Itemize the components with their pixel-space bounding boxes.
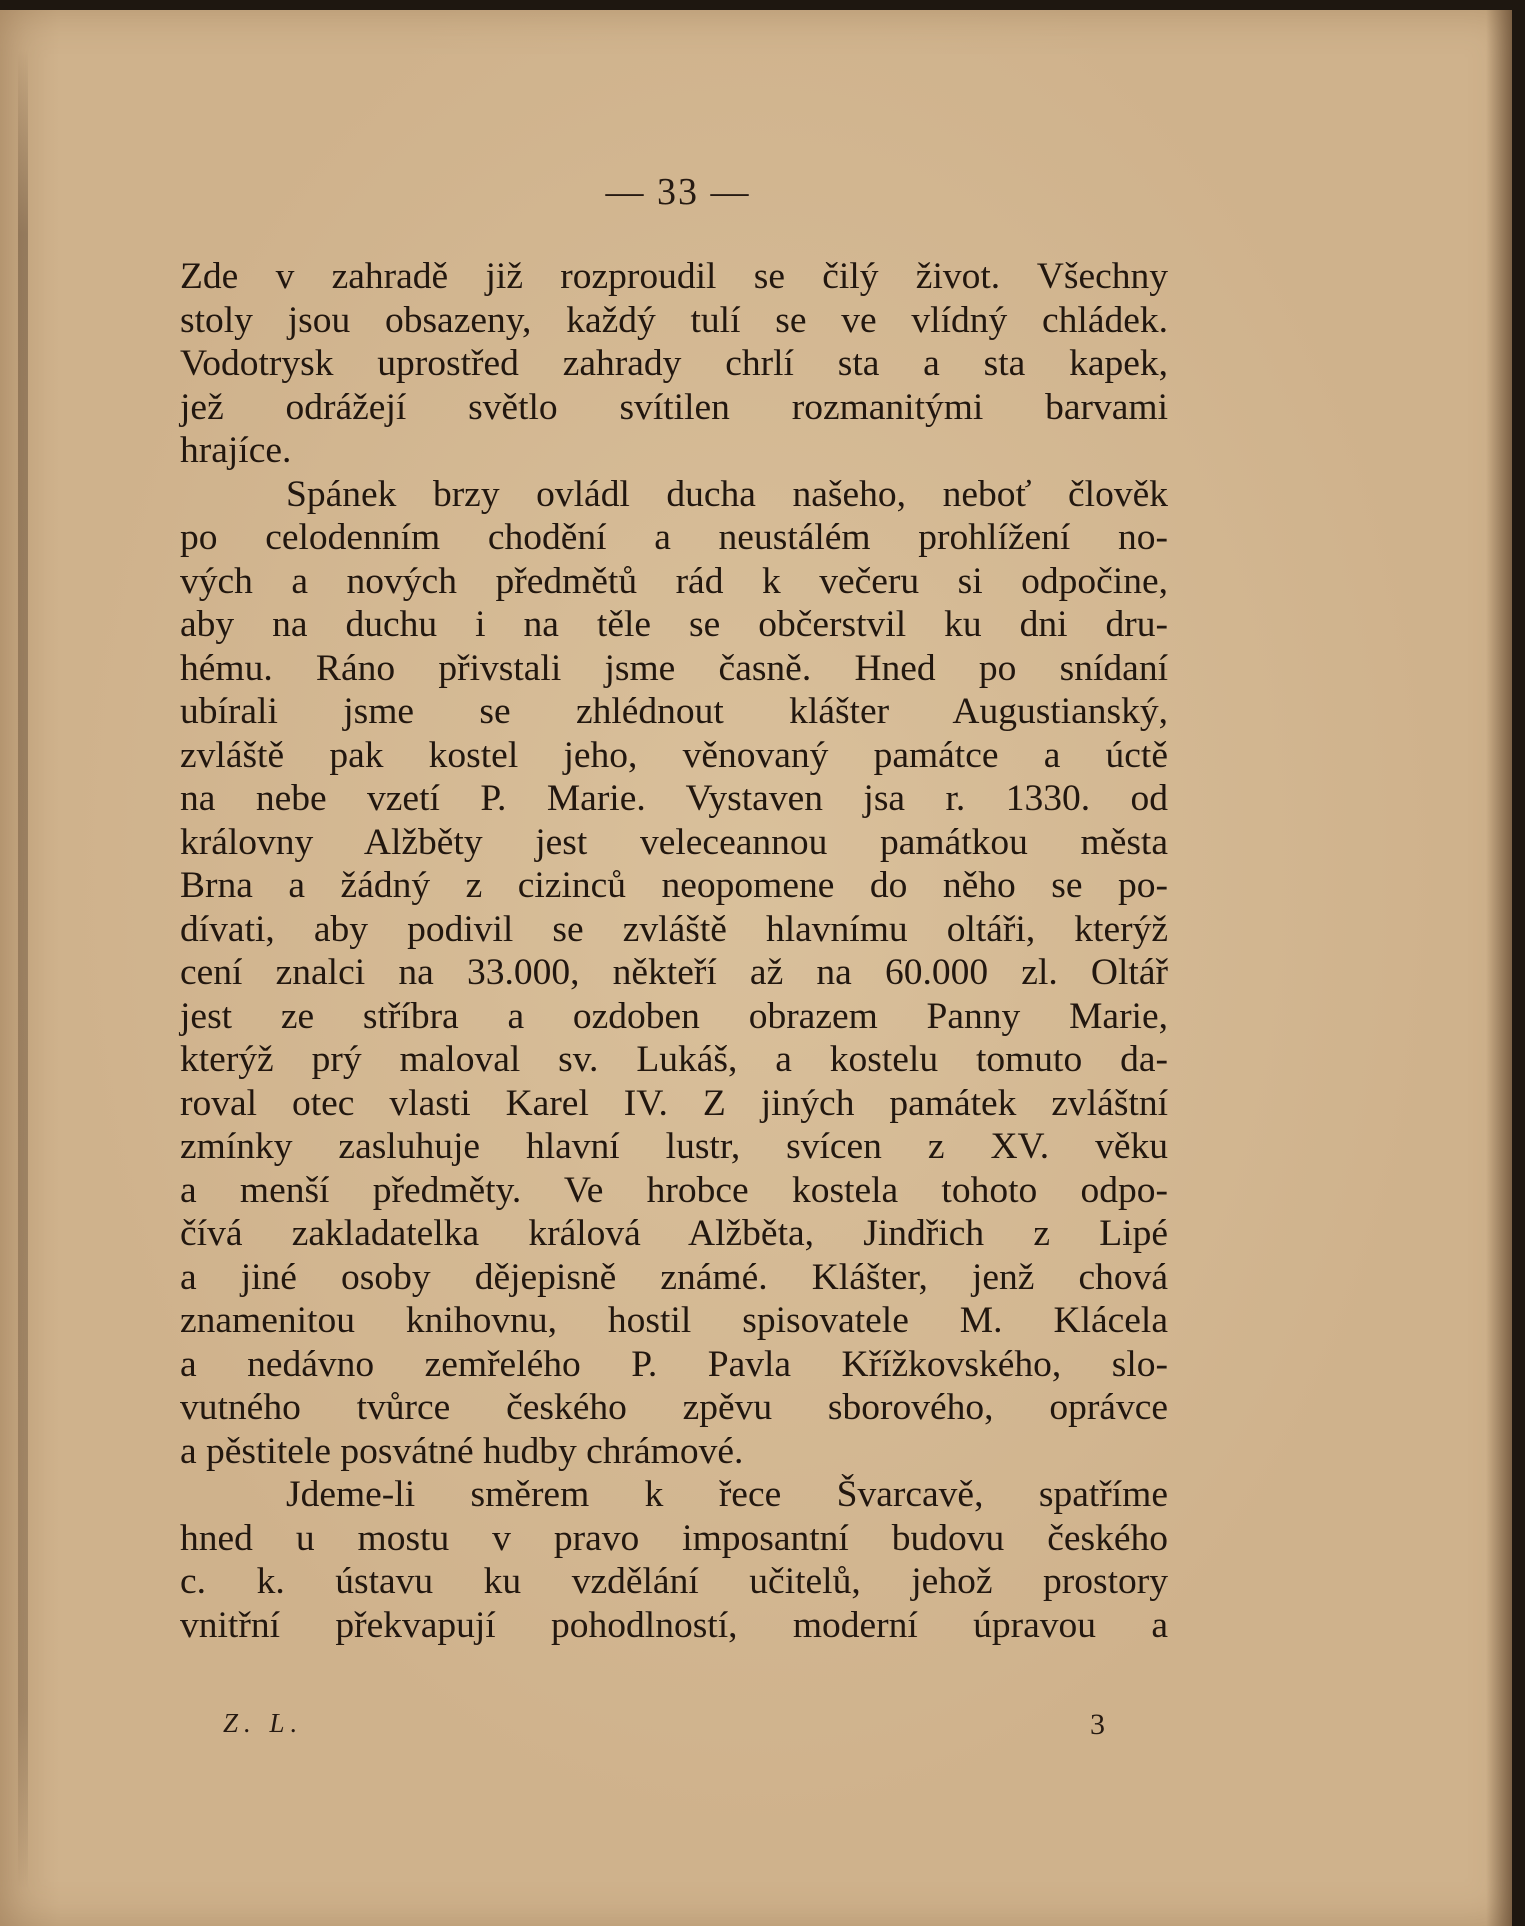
text-line: jest ze stříbra a ozdoben obrazem Panny Marie, bbox=[180, 995, 1168, 1037]
text-line: vutného tvůrce českého zpěvu sborového, oprávce bbox=[180, 1387, 1168, 1428]
text-line: c. k. ústavu ku vzdělání učitelů, jehož prostory bbox=[180, 1561, 1168, 1602]
signature-mark: Z. L. bbox=[223, 1708, 304, 1738]
sheet-number: 3 bbox=[1090, 1708, 1105, 1741]
text-line: ubírali jsme se zhlédnout klášter Augustianský, bbox=[180, 691, 1168, 732]
text-line: po celodenním chodění a neustálém prohlížení no- bbox=[180, 517, 1168, 558]
text-line: vých a nových předmětů rád k večeru si odpočine, bbox=[180, 560, 1168, 602]
text-line: a jiné osoby dějepisně známé. Klášter, jenž chová bbox=[180, 1256, 1168, 1298]
text-line: kterýž prý maloval sv. Lukáš, a kostelu tomuto da- bbox=[180, 1039, 1168, 1080]
text-line: královny Alžběty jest veleceannou památkou města bbox=[180, 821, 1168, 863]
text-line: cení znalci na 33.000, někteří až na 60.000 zl. Oltář bbox=[180, 952, 1168, 993]
text-line: hému. Ráno přivstali jsme časně. Hned po snídaní bbox=[180, 647, 1168, 689]
text-line: roval otec vlasti Karel IV. Z jiných památek zvláštní bbox=[180, 1082, 1168, 1124]
page-edge-shadow bbox=[1486, 10, 1512, 1926]
binding-edge bbox=[18, 50, 28, 1890]
text-line: Brna a žádný z cizinců neopomene do něho se po- bbox=[180, 865, 1168, 906]
text-line: hrajíce. bbox=[180, 430, 292, 471]
text-line: Vodotrysk uprostřed zahrady chrlí sta a sta kapek, bbox=[180, 343, 1168, 384]
text-line: na nebe vzetí P. Marie. Vystaven jsa r. 1330. od bbox=[180, 778, 1168, 819]
text-line: a nedávno zemřelého P. Pavla Křížkovského, slo- bbox=[180, 1343, 1168, 1385]
text-line: hned u mostu v pravo imposantní budovu českého bbox=[180, 1517, 1168, 1559]
body-text bbox=[180, 255, 1168, 1647]
text-line: zvláště pak kostel jeho, věnovaný památce a úctě bbox=[180, 734, 1168, 776]
book-page bbox=[0, 10, 1512, 1926]
text-line: a pěstitele posvátné hudby chrámové. bbox=[180, 1430, 744, 1472]
text-line: znamenitou knihovnu, hostil spisovatele M. Klácela bbox=[180, 1300, 1168, 1341]
text-line: jež odrážejí světlo svítilen rozmanitými barvami bbox=[180, 386, 1168, 428]
text-line: Spánek brzy ovládl ducha našeho, neboť člověk bbox=[286, 473, 1168, 515]
text-line: Jdeme-li směrem k řece Švarcavě, spatříme bbox=[286, 1474, 1168, 1515]
text-line: vnitřní překvapují pohodlností, moderní úpravou a bbox=[180, 1604, 1168, 1646]
text-line: zmínky zasluhuje hlavní lustr, svícen z XV. věku bbox=[180, 1126, 1168, 1167]
text-line: aby na duchu i na těle se občerstvil ku dni dru- bbox=[180, 604, 1168, 645]
text-line: čívá zakladatelka králová Alžběta, Jindřich z Lipé bbox=[180, 1213, 1168, 1254]
text-line: stoly jsou obsazeny, každý tulí se ve vlídný chládek. bbox=[180, 299, 1168, 341]
text-line: Zde v zahradě již rozproudil se čilý život. Všechny bbox=[180, 256, 1168, 297]
page-number-header: — 33 — bbox=[605, 171, 751, 213]
text-line: a menší předměty. Ve hrobce kostela tohoto odpo- bbox=[180, 1169, 1168, 1211]
text-line: dívati, aby podivil se zvláště hlavnímu oltáři, kterýž bbox=[180, 908, 1168, 950]
